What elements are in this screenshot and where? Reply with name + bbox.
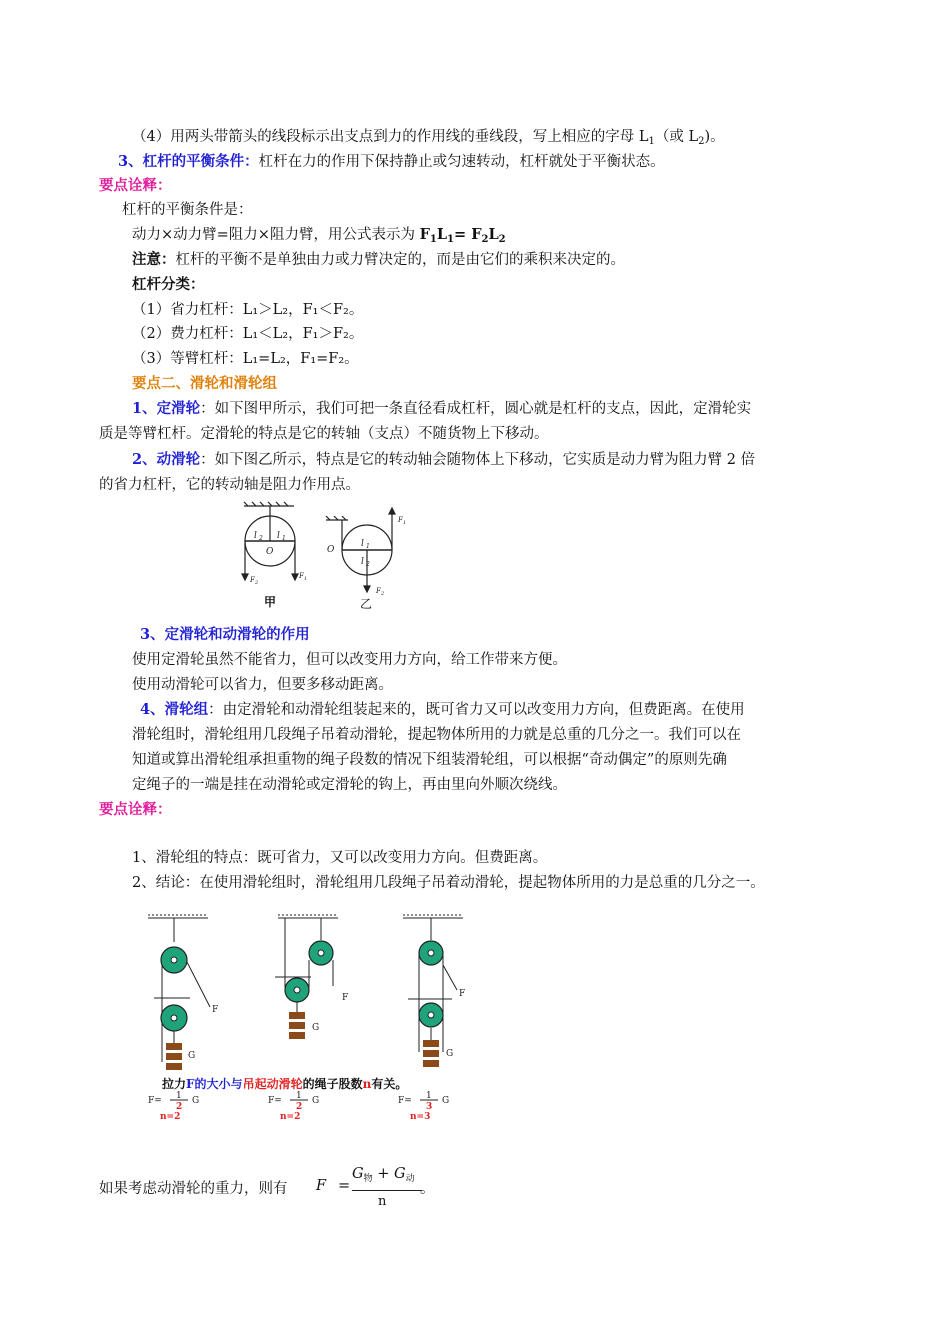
section-balance-condition [118, 151, 665, 173]
figure-caption: 拉力F的大小与吊起动滑轮的绳子股数n有关。 [162, 1077, 408, 1091]
svg-text:1: 1 [366, 543, 370, 550]
svg-text:n=2: n=2 [160, 1112, 181, 1122]
svg-text:2: 2 [296, 1102, 303, 1112]
svg-text:G: G [312, 1096, 320, 1106]
subsection-heading: 2、动滑轮 [132, 451, 201, 468]
svg-text:G: G [442, 1096, 450, 1106]
svg-text:O: O [327, 545, 335, 555]
svg-text:F: F [250, 576, 255, 584]
subsection-heading: 3、定滑轮和动滑轮的作用 [140, 626, 310, 643]
key-point-label: 要点诠释： [99, 177, 172, 194]
svg-text:l: l [277, 531, 280, 541]
text: （4）用两头带箭头的线段标示出支点到力的作用线的垂线段，写上相应的字母 L [132, 129, 649, 145]
list-item: （1）省力杠杆：L₁＞L₂，F₁＜F₂。 [132, 302, 364, 318]
svg-text:F=: F= [398, 1096, 412, 1106]
section-pulley-heading: 要点二、滑轮和滑轮组 [132, 375, 277, 392]
svg-text:1: 1 [176, 1091, 182, 1101]
subsection-heading: 4、滑轮组 [140, 701, 209, 718]
svg-text:1: 1 [403, 520, 407, 526]
text: ：如下图甲所示，我们可把一条直径看成杠杆，圆心就是杠杆的支点，因此，定滑轮实 [200, 401, 752, 417]
text-line: 质是等臂杠杆。定滑轮的特点是它的转轴（支点）不随货物上下移动。 [99, 426, 549, 442]
text-line: 的省力杠杆，它的转动轴是阻力作用点。 [99, 477, 360, 493]
text-line: 滑轮组时，滑轮组用几段绳子吊着动滑轮，提起物体所用的力就是总重的几分之一。我们可以在 [132, 727, 741, 743]
svg-text:F: F [299, 572, 304, 580]
svg-text:F=: F= [268, 1096, 282, 1106]
svg-text:F: F [376, 587, 381, 595]
svg-text:F: F [459, 989, 466, 999]
pulley-force-formula: F = $G_物 + G_动$ n [316, 1164, 426, 1214]
svg-text:O: O [266, 547, 274, 557]
svg-text:l: l [361, 539, 364, 549]
text: ：由定滑轮和动滑轮组装起来的，既可省力又可以改变用力方向，但费距离。在使用 [208, 702, 745, 718]
text-line-arrow-segment [132, 126, 725, 153]
list-item: （3）等臂杠杆：L₁=L₂，F₁=F₂。 [132, 351, 359, 367]
section-heading: 3、杠杆的平衡条件： [118, 153, 259, 170]
svg-text:1: 1 [282, 535, 286, 542]
text-line [140, 699, 745, 721]
subscript: 1 [648, 136, 655, 147]
svg-text:F=: F= [148, 1096, 162, 1106]
figure-label-yi: 乙 [360, 597, 373, 611]
svg-text:l: l [361, 557, 364, 567]
key-point-label: 要点诠释： [99, 801, 172, 818]
note-label: 注意： [132, 251, 176, 268]
text-line: 杠杆的平衡条件是： [122, 202, 253, 218]
list-item: 2、结论：在使用滑轮组时，滑轮组用几段绳子吊着动滑轮，提起物体所用的力是总重的几分之一。 [132, 875, 765, 891]
text: 。 [420, 1181, 435, 1197]
fraction-bar [352, 1190, 422, 1191]
svg-text:n=3: n=3 [410, 1112, 431, 1122]
text: （或 L [654, 129, 699, 145]
text: ：如下图乙所示，特点是它的转动轴会随物体上下移动，它实质是动力臂为阻力臂 2 倍 [200, 452, 756, 468]
text-line: 知道或算出滑轮组承担重物的绳子段数的情况下组装滑轮组，可以根据“奇动偶定”的原则先确 [132, 752, 727, 768]
text-line [132, 449, 755, 471]
text: )。 [704, 129, 725, 145]
text-line: 如果考虑动滑轮的重力，则有 [99, 1181, 288, 1197]
svg-text:G: G [312, 1023, 320, 1033]
svg-text:2: 2 [176, 1102, 183, 1112]
note-line [132, 249, 625, 271]
svg-text:G: G [446, 1049, 454, 1059]
svg-text:l: l [254, 531, 257, 541]
list-item: （2）费力杠杆：L₁＜L₂，F₁＞F₂。 [132, 326, 364, 342]
text-line: 使用动滑轮可以省力，但要多移动距离。 [132, 677, 393, 693]
text-line: 定绳子的一端是挂在动滑轮或定滑轮的钩上，再由里向外顺次绕线。 [132, 777, 567, 793]
svg-text:1: 1 [304, 576, 308, 582]
svg-text:1: 1 [296, 1091, 302, 1101]
svg-text:F: F [398, 516, 403, 524]
svg-text:G: G [188, 1051, 196, 1061]
list-item: 1、滑轮组的特点：既可省力，又可以改变用力方向。但费距离。 [132, 850, 548, 866]
svg-text:n=2: n=2 [280, 1112, 301, 1122]
text-line: 使用定滑轮虽然不能省力，但可以改变用力方向，给工作带来方便。 [132, 652, 567, 668]
text-line [132, 398, 751, 420]
svg-text:1: 1 [426, 1091, 432, 1101]
svg-text:F: F [212, 1005, 219, 1015]
svg-text:3: 3 [426, 1102, 433, 1112]
svg-text:2: 2 [255, 580, 259, 586]
lever-formula-line: 动力×动力臂=阻力×阻力臂，用公式表示为 $F_1L_1= F_2L_2$ [132, 226, 506, 245]
svg-text:2: 2 [366, 561, 370, 568]
svg-text:2: 2 [381, 591, 385, 597]
svg-text:2: 2 [259, 535, 263, 542]
subsection-heading: 1、定滑轮 [132, 400, 201, 417]
svg-text:G: G [192, 1096, 200, 1106]
text: 动力×动力臂=阻力×阻力臂，用公式表示为 [132, 227, 420, 243]
subscript: 2 [698, 136, 705, 147]
lever-classification-label: 杠杆分类： [132, 276, 205, 293]
pulley-lever-figure [228, 498, 428, 614]
svg-text:F: F [342, 993, 349, 1003]
figure-label-jia: 甲 [264, 595, 277, 609]
text: 杠杆的平衡不是单独由力或力臂决定的，而是由它们的乘积来决定的。 [175, 252, 625, 268]
text: 杠杆在力的作用下保持静止或匀速转动，杠杆就处于平衡状态。 [258, 154, 665, 170]
pulley-system-figure [140, 910, 490, 1125]
